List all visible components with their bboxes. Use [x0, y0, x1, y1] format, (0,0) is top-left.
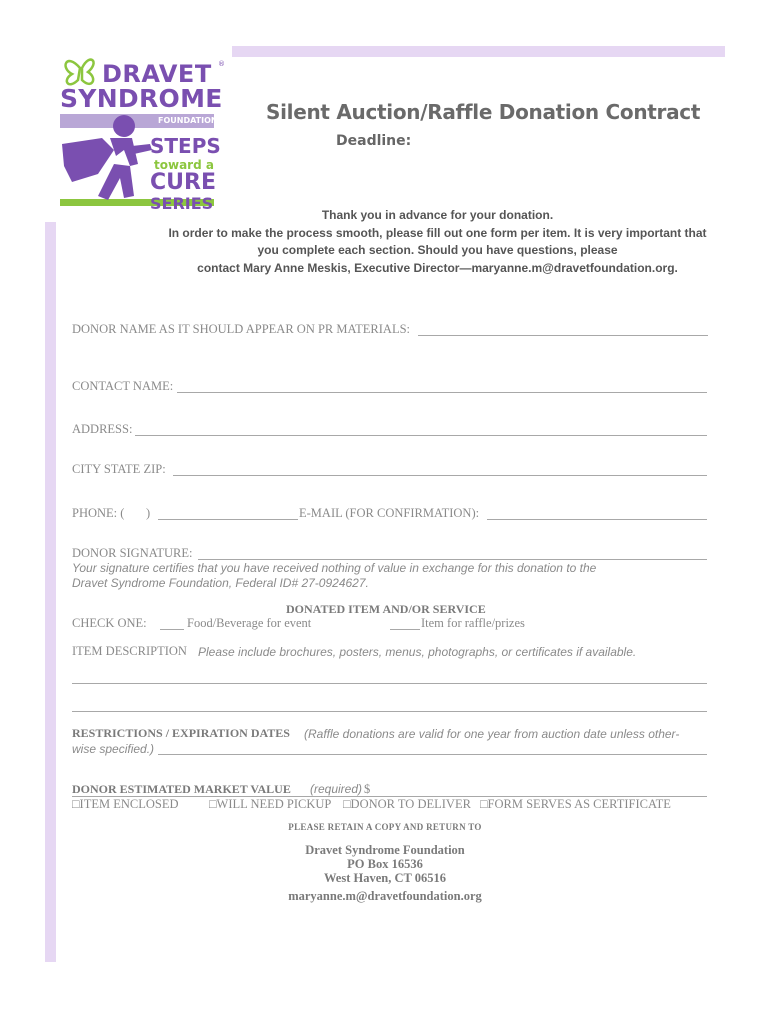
- footer-email-link[interactable]: maryanne.m@dravetfoundation.org: [288, 889, 482, 903]
- top-decorative-bar: [232, 46, 725, 57]
- restrictions-label: RESTRICTIONS / EXPIRATION DATES: [72, 726, 290, 740]
- deadline-label: Deadline:: [336, 133, 412, 149]
- contact-name-field[interactable]: [177, 392, 707, 393]
- certify-text-2: Dravet Syndrome Foundation, Federal ID# 27-0924627.: [72, 576, 369, 590]
- item-description-label: ITEM DESCRIPTION: [72, 644, 187, 658]
- raffle-item-checkbox[interactable]: [390, 629, 420, 630]
- intro-line-4: contact Mary Anne Meskis, Executive Director—maryanne.m@dravetfoundation.org.: [197, 261, 678, 275]
- food-beverage-checkbox[interactable]: [160, 629, 184, 630]
- raffle-item-option: Item for raffle/prizes: [421, 616, 525, 630]
- foundation-logo: [58, 46, 228, 216]
- logo-registered-mark: ®: [218, 60, 225, 68]
- logo-dravet: DRAVET: [102, 60, 212, 88]
- logo-syndrome: SYNDROME: [60, 84, 223, 113]
- retain-copy-text: PLEASE RETAIN A COPY AND RETURN TO: [288, 822, 482, 832]
- donated-item-heading: DONATED ITEM AND/OR SERVICE: [286, 602, 486, 616]
- donor-name-label: DONOR NAME AS IT SHOULD APPEAR ON PR MATERIALS:: [72, 322, 411, 336]
- donor-deliver-option[interactable]: □DONOR TO DELIVER: [343, 797, 471, 811]
- email-field[interactable]: [487, 519, 707, 520]
- phone-paren-close: ): [146, 506, 151, 520]
- logo-toward: toward a: [154, 158, 214, 172]
- item-description-hint: Please include brochures, posters, menus, photographs, or certificates if available.: [198, 645, 637, 659]
- footer-org-name: Dravet Syndrome Foundation: [305, 843, 465, 857]
- logo-cure: CURE: [150, 170, 216, 195]
- footer-city: West Haven, CT 06516: [324, 871, 446, 885]
- form-certificate-option[interactable]: □FORM SERVES AS CERTIFICATE: [480, 797, 671, 811]
- restrictions-hint-2: wise specified.): [72, 742, 155, 756]
- logo-series: SERIES: [150, 194, 214, 213]
- footer-po-box: PO Box 16536: [347, 857, 423, 871]
- logo-steps: STEPS: [150, 134, 221, 158]
- item-description-line-1[interactable]: [72, 683, 707, 684]
- restrictions-field[interactable]: [158, 754, 707, 755]
- signature-label: DONOR SIGNATURE:: [72, 546, 193, 560]
- intro-line-2: In order to make the process smooth, please fill out one form per item. It is very important that: [168, 226, 707, 240]
- logo-foundation: FOUNDATION: [158, 116, 218, 125]
- contact-name-label: CONTACT NAME:: [72, 379, 174, 393]
- phone-label: PHONE: (: [72, 506, 125, 520]
- address-field[interactable]: [135, 435, 707, 436]
- check-one-label: CHECK ONE:: [72, 616, 147, 630]
- food-beverage-option: Food/Beverage for event: [187, 616, 312, 630]
- market-value-required: (required): [310, 782, 363, 796]
- market-value-label: DONOR ESTIMATED MARKET VALUE: [72, 782, 291, 796]
- restrictions-hint-1: (Raffle donations are valid for one year from auction date unless other-: [304, 727, 680, 741]
- address-label: ADDRESS:: [72, 422, 133, 436]
- certify-text-1: Your signature certifies that you have received nothing of value in exchange for this donation to the: [72, 561, 597, 575]
- market-value-currency: $: [364, 782, 371, 796]
- item-description-line-2[interactable]: [72, 711, 707, 712]
- item-enclosed-option[interactable]: □ITEM ENCLOSED: [72, 797, 179, 811]
- need-pickup-option[interactable]: □WILL NEED PICKUP: [209, 797, 332, 811]
- intro-line-3: you complete each section. Should you have questions, please: [257, 243, 618, 257]
- signature-field[interactable]: [198, 559, 707, 560]
- city-state-zip-field[interactable]: [173, 475, 707, 476]
- page-title: Silent Auction/Raffle Donation Contract: [266, 100, 701, 124]
- city-state-zip-label: CITY STATE ZIP:: [72, 462, 166, 476]
- phone-field[interactable]: [158, 519, 298, 520]
- intro-line-1: Thank you in advance for your donation.: [321, 208, 554, 222]
- email-label: E-MAIL (FOR CONFIRMATION):: [299, 506, 480, 520]
- donor-name-field[interactable]: [418, 335, 708, 336]
